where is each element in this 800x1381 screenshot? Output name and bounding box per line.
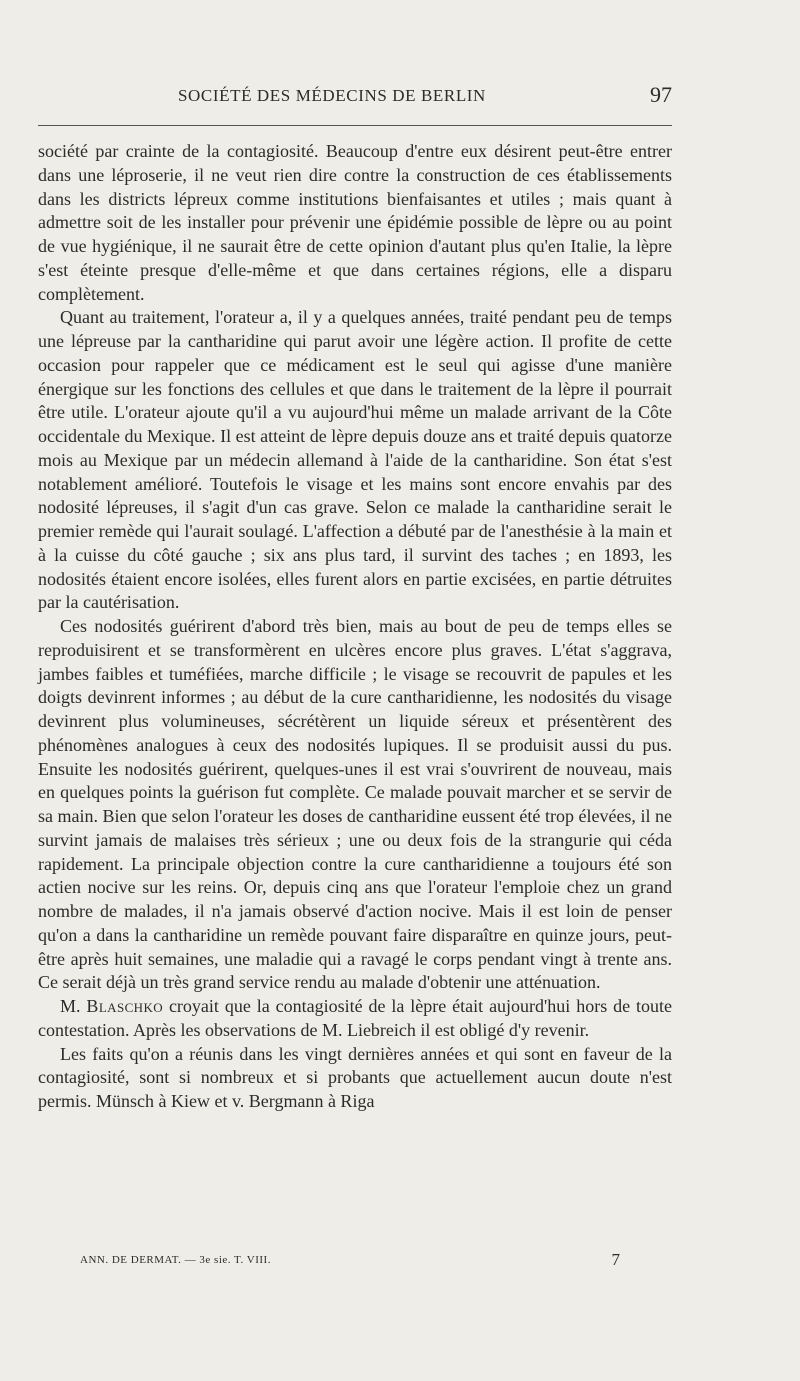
paragraph-nodosities: Ces nodosités guérirent d'abord très bien, mais au bout de peu de temps elles se reproduisirent et se transformèrent en ulcères encore plus graves. L'état s'aggrava, jambes faibles et tuméfiées, marche difficile ; le visage se recouvrit de papules et les doigts devinrent informes ; au début de la cure cantharidienne, les nodosités du visage devinrent plus volumineuses, sécrétèrent un liquide séreux et présentèrent des phénomènes analogues à ceux des nodosités lupiques. Il se produisit aussi du pus. Ensuite les nodosités guérirent, quelques-unes il est vrai s'ouvrirent de nouveau, mais en quelques points la guérison fut complète. Ce malade pouvait marcher et se servir de sa main. Bien que selon l'orateur les doses de cantharidine eussent été trop élevées, il ne survint jamais de malaises très sérieux ; une ou deux fois de la strangurie qui céda rapidement. La principale objection contre la cure cantharidienne a toujours été son actien nocive sur les reins. Or, depuis cinq ans que l'orateur l'emploie chez un grand nombre de malades, il n'a jamais observé d'action nocive. Mais il est loin de penser qu'on a dans la cantharidine un remède pouvant faire disparaître en quinze jours, peut-être après huit semaines, une maladie qui a ravagé le corps pendant vingt à trente ans. Ce serait déjà un très grand service rendu au malade d'obtenir une atténuation. <box>38 616 672 993</box>
body-text <box>38 140 672 1114</box>
paragraph-treatment: Quant au traitement, l'orateur a, il y a quelques années, traité pendant peu de temps une lépreuse par la cantharidine qui parut avoir une légère action. Il profite de cette occasion pour rappeler que ce médicament est le seul qui agisse d'une manière énergique sur les fonctions des cellules et que dans le traitement de la lèpre il pourrait être utile. L'orateur ajoute qu'il a vu aujourd'hui même un malade arrivant de la Côte occidentale du Mexique. Il est atteint de lèpre depuis douze ans et traité depuis quatorze mois au Mexique par un médecin allemand à l'aide de la cantharidine. Son état s'est notablement amélioré. Toutefois le visage et les mains sont encore envahis par des nodosité lépreuses, il s'agit d'un cas grave. Selon ce malade la cantharidine serait le premier remède qui l'aurait soulagé. L'affection a débuté par de l'anesthésie à la main et à la cuisse du côté gauche ; six ans plus tard, il survint des taches ; en 1893, les nodosités étaient encore isolées, elles furent alors en partie excisées, en partie détruites par la cautérisation. <box>38 307 672 613</box>
page-footer <box>80 1250 620 1278</box>
printer-signature: ANN. DE DERMAT. — 3e sie. T. VIII. <box>80 1254 271 1266</box>
speaker-name: Blaschko <box>86 996 164 1016</box>
running-title: SOCIÉTÉ DES MÉDECINS DE BERLIN <box>178 86 486 105</box>
page-number: 97 <box>650 82 672 107</box>
speaker-prefix: M. <box>60 996 87 1016</box>
paragraph-continuation: société par crainte de la contagiosité. Beaucoup d'entre eux désirent peut-être entrer dans une léproserie, il ne veut rien dire contre la construction de ces établissements dans les districts lépreux comme institutions bienfaisantes et utiles ; mais quant à admettre soit de les installer pour prévenir une épidémie possible de lèpre ou au point de vue hygiénique, il ne saurait être de cette opinion d'autant plus qu'en Italie, la lèpre s'est éteinte presque d'elle-même et que dans certaines régions, elle a disparu complètement. <box>38 141 672 304</box>
blaschko-text: croyait que la contagiosité de la lèpre était aujourd'hui hors de toute contestation. Après les observations de M. Liebreich il est obligé d'y revenir. <box>38 996 672 1040</box>
paragraph-blaschko <box>38 995 672 1043</box>
paragraph-contagion: Les faits qu'on a réunis dans les vingt dernières années et qui sont en faveur de la contagiosité, sont si nombreux et si probants que actuellement aucun doute n'est permis. Münsch à Kiew et v. Bergmann à Riga <box>38 1043 672 1111</box>
sheet-number: 7 <box>611 1250 620 1269</box>
header-rule <box>38 125 672 126</box>
running-head <box>38 82 672 116</box>
